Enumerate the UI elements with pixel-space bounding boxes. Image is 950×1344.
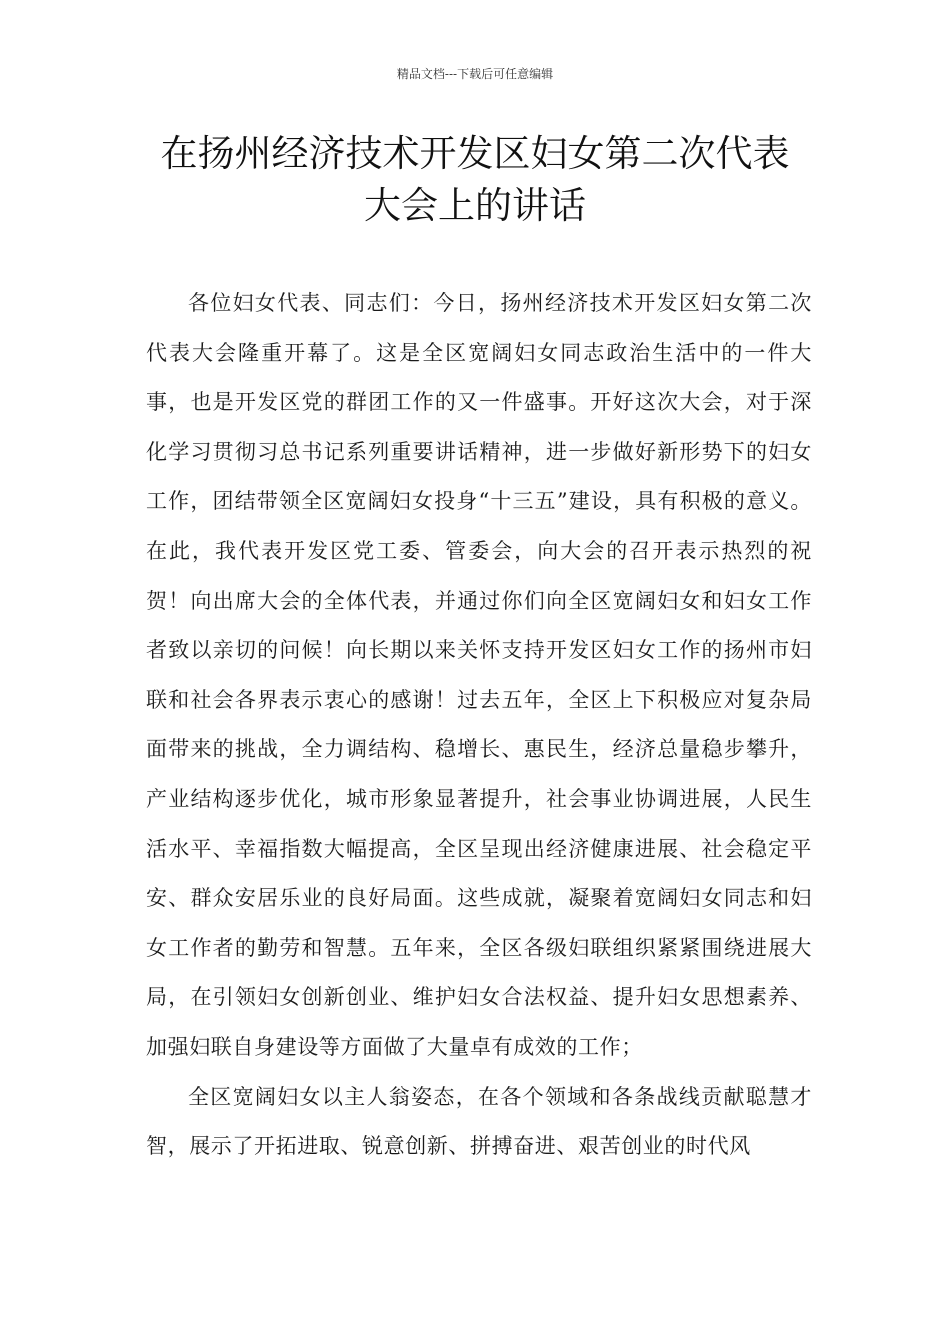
title-line-2: 大会上的讲话 (364, 184, 586, 227)
document-title (100, 128, 850, 232)
title-line-1: 在扬州经济技术开发区妇女第二次代表 (160, 132, 790, 175)
paragraph-2: 全区宽阔妇女以主人翁姿态，在各个领域和各条战线贡献聪慧才智，展示了开拓进取、锐意创新、拼搏奋进、艰苦创业的时代风 (146, 1084, 812, 1159)
paragraph-1: 各位妇女代表、同志们：今日，扬州经济技术开发区妇女第二次代表大会隆重开幕了。这是全区宽阔妇女同志政治生活中的一件大事，也是开发区党的群团工作的又一件盛事。开好这次大会，对于深化学习贯彻习总书记系列重要讲话精神，进一步做好新形势下的妇女工作，团结带领全区宽阔妇女投身“十三五”建设，具有积极的意义。在此，我代表开发区党工委、管委会，向大会的召开表示热烈的祝贺！向出席大会的全体代表，并通过你们向全区宽阔妇女和妇女工作者致以亲切的问候！向长期以来关怀支持开发区妇女工作的扬州市妇联和社会各界表示衷心的感谢！过去五年，全区上下积极应对复杂局面带来的挑战，全力调结构、稳增长、惠民生，经济总量稳步攀升，产业结构逐步优化，城市形象显著提升，社会事业协调进展，人民生活水平、幸福指数大幅提高，全区呈现出经济健康进展、社会稳定平安、群众安居乐业的良好局面。这些成就，凝聚着宽阔妇女同志和妇女工作者的勤劳和智慧。五年来，全区各级妇联组织紧紧围绕进展大局，在引领妇女创新创业、维护妇女合法权益、提升妇女思想素养、加强妇联自身建设等方面做了大量卓有成效的工作； (146, 291, 812, 1059)
page-header: 精品文档---下载后可任意编辑 (396, 67, 554, 81)
document-body (146, 279, 812, 1172)
